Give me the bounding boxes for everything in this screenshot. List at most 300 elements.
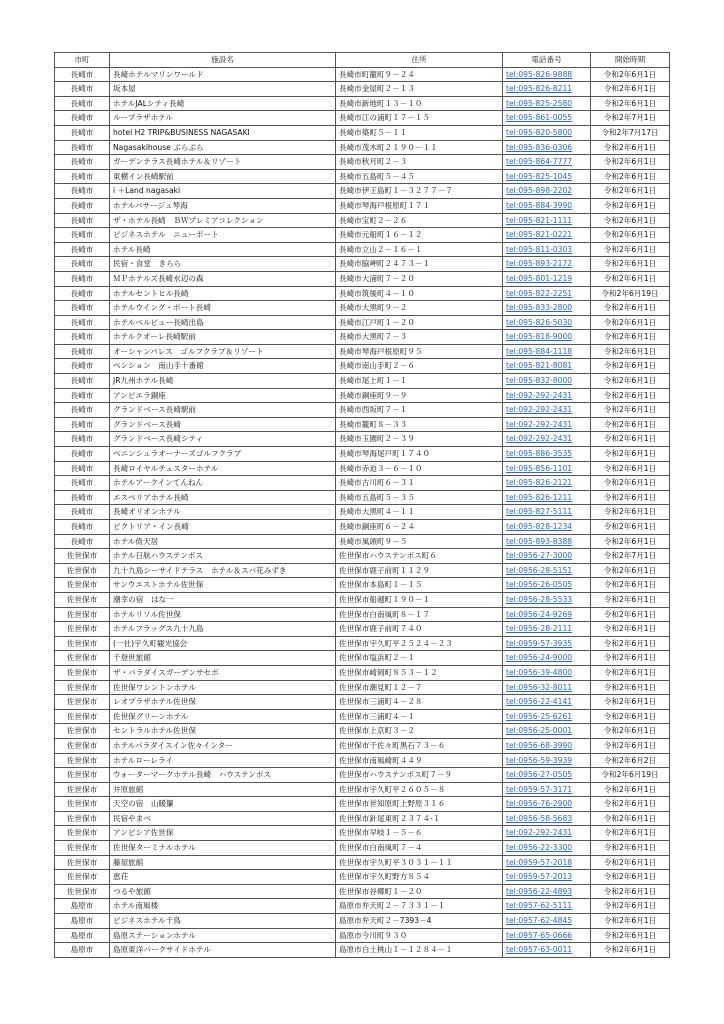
table-row [55,140,670,155]
phone-link[interactable]: tel:0957-62-4845 [506,916,573,926]
cell-start-date: 令和2年6月1日 [591,169,670,184]
cell-phone [503,82,591,97]
cell-city: 佐世保市 [55,768,110,783]
header-start-date: 開始時期 [591,53,670,68]
table-row [55,914,670,929]
cell-start-date: 令和2年6月1日 [591,315,670,330]
cell-phone [503,695,591,710]
cell-city: 長崎市 [55,169,110,184]
cell-city: 長崎市 [55,476,110,491]
phone-link[interactable]: tel:095-818-9000 [506,332,573,342]
cell-facility-name: アンビエラ銅座 [110,388,336,403]
cell-phone [503,607,591,622]
cell-phone [503,680,591,695]
cell-city: 島原市 [55,943,110,958]
cell-facility-name: ホテルクオーレ長崎駅前 [110,330,336,345]
cell-phone [503,447,591,462]
table-row [55,884,670,899]
table-row [55,286,670,301]
cell-start-date: 令和2年6月1日 [591,140,670,155]
cell-city: 佐世保市 [55,680,110,695]
header-city: 市町 [55,53,110,68]
cell-facility-name: ホテル日航ハウステンボス [110,549,336,564]
phone-link[interactable]: tel:092-292-2431 [506,828,573,838]
cell-phone [503,768,591,783]
phone-link[interactable]: tel:095-822-2251 [506,288,573,298]
table-row [55,125,670,140]
phone-link[interactable]: tel:095-828-1234 [506,522,573,531]
phone-link[interactable]: tel:095-836-0306 [506,142,573,152]
phone-link[interactable]: tel:095-821-0221 [506,230,573,240]
phone-link[interactable]: tel:095-825-1045 [506,171,573,181]
cell-address: 長崎市江戸町１－２０ [336,315,503,330]
cell-phone [503,169,591,184]
cell-start-date: 令和2年6月1日 [591,242,670,257]
table-row [55,198,670,213]
phone-link[interactable]: tel:0959-57-3171 [506,784,573,794]
cell-facility-name: 坂本屋 [110,82,336,97]
cell-address: 佐世保市宇久町野方８５４ [336,870,503,885]
table-row [55,490,670,505]
cell-facility-name: ホテルJALシティ長崎 [110,96,336,111]
cell-start-date: 令和2年6月1日 [591,417,670,432]
phone-link[interactable]: tel:095-811-0303 [506,244,573,254]
table-row [55,432,670,447]
cell-city: 長崎市 [55,520,110,535]
phone-link[interactable]: tel:0956-39-4800 [506,667,573,677]
cell-address: 長崎市赤迫３－６－１０ [336,461,503,476]
cell-facility-name: 長崎オリオンホテル [110,505,336,520]
cell-address: 佐世保市白南風町８－１７ [336,607,503,622]
cell-start-date: 令和2年6月1日 [591,870,670,885]
cell-city: 長崎市 [55,417,110,432]
cell-phone [503,140,591,155]
cell-start-date: 令和2年6月1日 [591,943,670,958]
phone-link[interactable]: tel:0956-28-5151 [506,565,573,575]
table-row [55,505,670,520]
cell-facility-name: ホテル倚天居 [110,534,336,549]
cell-address: 佐世保市本島町１－１５ [336,578,503,593]
cell-start-date: 令和2年6月1日 [591,461,670,476]
cell-phone [503,563,591,578]
cell-facility-name: ホテルベルビュー長崎出島 [110,315,336,330]
cell-address: 長崎市脇岬町２４７３－１ [336,257,503,272]
table-row [55,578,670,593]
cell-city: 佐世保市 [55,651,110,666]
cell-address: 佐世保市干佐々町黒石７３－６ [336,738,503,753]
cell-address: 佐世保市ハウステンボス町６ [336,549,503,564]
table-row [55,943,670,958]
cell-city: 長崎市 [55,67,110,82]
phone-link[interactable]: tel:0959-57-3935 [506,638,573,648]
cell-facility-name: 東横イン長崎駅前 [110,169,336,184]
cell-facility-name: エスペリアホテル長崎 [110,490,336,505]
table-row [55,403,670,418]
phone-link[interactable]: tel:095-826-5030 [506,317,573,327]
cell-start-date: 令和2年6月19日 [591,286,670,301]
cell-facility-name: 民宿やまべ [110,811,336,826]
cell-start-date: 令和2年7月17日 [591,125,670,140]
cell-city: 佐世保市 [55,578,110,593]
table-row [55,67,670,82]
phone-link[interactable]: tel:0956-32-8011 [506,682,573,692]
phone-link[interactable]: tel:092-292-2431 [506,419,573,429]
cell-address: 長崎市風頭町９－５ [336,534,503,549]
phone-link[interactable]: tel:0957-65-0666 [506,930,573,940]
table-row [55,899,670,914]
cell-facility-name: 藤屋旅館 [110,855,336,870]
cell-phone [503,417,591,432]
cell-city: 長崎市 [55,213,110,228]
cell-phone [503,359,591,374]
table-row [55,96,670,111]
cell-start-date: 令和2年6月1日 [591,782,670,797]
cell-phone [503,884,591,899]
cell-facility-name: ホテルリソル佐世保 [110,607,336,622]
cell-city: 佐世保市 [55,592,110,607]
table-row [55,155,670,170]
cell-start-date: 令和2年6月1日 [591,607,670,622]
cell-phone [503,914,591,929]
table-row [55,782,670,797]
cell-address: 島原市弁天町２－７３３１－１ [336,899,503,914]
cell-facility-name: ザ・ホテル長崎 ＢＷプレミアコレクション [110,213,336,228]
table-row [55,768,670,783]
cell-start-date: 令和2年6月1日 [591,301,670,316]
cell-city: 佐世保市 [55,826,110,841]
cell-facility-name: ビジネスホテル千鳥 [110,914,336,929]
cell-facility-name: ザ・パラダイスガーデンサセボ [110,665,336,680]
table-row [55,928,670,943]
table-row [55,242,670,257]
cell-phone [503,198,591,213]
phone-link[interactable]: tel:0957-63-0011 [506,945,573,955]
cell-city: 佐世保市 [55,884,110,899]
cell-start-date: 令和2年6月1日 [591,914,670,929]
table-row [55,271,670,286]
cell-phone [503,549,591,564]
cell-address: 長崎市五島町５－４５ [336,169,503,184]
phone-link[interactable]: tel:0956-22-3300 [506,843,573,853]
cell-facility-name: ペンション 南山手十番館 [110,359,336,374]
phone-link[interactable]: tel:095-861-0055 [506,113,573,123]
table-row [55,811,670,826]
cell-address: 佐世保市鹿子前町１１２９ [336,563,503,578]
cell-facility-name: 佐世保ワシントンホテル [110,680,336,695]
phone-link[interactable]: tel:095-821-1111 [506,215,573,225]
cell-city: 佐世保市 [55,811,110,826]
cell-city: 佐世保市 [55,841,110,856]
cell-city: 長崎市 [55,286,110,301]
cell-start-date: 令和2年6月1日 [591,680,670,695]
cell-city: 長崎市 [55,111,110,126]
cell-address: 長崎市琴海戸根原町１７１ [336,198,503,213]
cell-city: 長崎市 [55,301,110,316]
cell-city: 長崎市 [55,388,110,403]
table-row [55,111,670,126]
cell-city: 佐世保市 [55,709,110,724]
cell-start-date: 令和2年6月1日 [591,520,670,535]
phone-link[interactable]: tel:0957-62-5111 [506,901,573,911]
cell-facility-name: Nagasakihouse ぶらぶら [110,140,336,155]
cell-city: 長崎市 [55,461,110,476]
phone-link[interactable]: tel:095-832-8000 [506,376,573,386]
cell-start-date: 令和2年6月1日 [591,403,670,418]
phone-link[interactable]: tel:0956-59-3939 [506,755,573,765]
table-row [55,344,670,359]
cell-address: 佐世保市早岐１－５－６ [336,826,503,841]
facility-table [54,52,670,958]
cell-start-date: 令和2年6月1日 [591,592,670,607]
cell-address: 佐世保市三浦町４－１ [336,709,503,724]
cell-start-date: 令和2年6月1日 [591,490,670,505]
cell-city: 島原市 [55,899,110,914]
cell-city: 佐世保市 [55,549,110,564]
cell-start-date: 令和2年6月2日 [591,753,670,768]
cell-city: 長崎市 [55,96,110,111]
phone-link[interactable]: tel:0959-57-2018 [506,857,573,867]
cell-phone [503,622,591,637]
cell-start-date: 令和2年6月1日 [591,534,670,549]
cell-phone [503,125,591,140]
cell-city: 佐世保市 [55,797,110,812]
cell-facility-name: 恵荘 [110,870,336,885]
cell-city: 佐世保市 [55,782,110,797]
table-row [55,607,670,622]
phone-link[interactable]: tel:095-826-1211 [506,492,573,502]
cell-facility-name: ホテルセントヒル長崎 [110,286,336,301]
cell-address: 長崎市金屋町２－１３ [336,82,503,97]
phone-link[interactable]: tel:0956-24-9269 [506,609,573,619]
cell-city: 佐世保市 [55,607,110,622]
cell-address: 長崎市籠町８－３３ [336,417,503,432]
cell-facility-name: ビジネスホテル ニューポート [110,228,336,243]
phone-link[interactable]: tel:095-821-8081 [506,361,573,371]
phone-link[interactable]: tel:095-893-2172 [506,259,573,269]
cell-phone [503,943,591,958]
table-row [55,184,670,199]
cell-start-date: 令和2年6月1日 [591,271,670,286]
cell-address: 佐世保市南風崎町４４９ [336,753,503,768]
cell-facility-name: ホテルローレライ [110,753,336,768]
cell-phone [503,578,591,593]
table-row [55,563,670,578]
cell-start-date: 令和2年6月1日 [591,899,670,914]
cell-start-date: 令和2年6月1日 [591,96,670,111]
cell-address: 佐世保市上京町３－２ [336,724,503,739]
phone-link[interactable]: tel:095-826-8211 [506,84,573,94]
cell-city: 島原市 [55,914,110,929]
cell-address: 長崎市大黒町４－１１ [336,505,503,520]
cell-phone [503,315,591,330]
cell-phone [503,753,591,768]
phone-link[interactable]: tel:0956-26-0505 [506,580,573,590]
cell-start-date: 令和2年6月1日 [591,622,670,637]
table-row [55,797,670,812]
phone-link[interactable]: tel:095-886-3535 [506,449,573,459]
cell-city: 佐世保市 [55,753,110,768]
phone-link[interactable]: tel:095-884-3990 [506,200,573,210]
cell-facility-name: ペニンシュラオーナーズゴルフクラブ [110,447,336,462]
cell-address: 佐世保市世知原町上野原３１６ [336,797,503,812]
table-row [55,592,670,607]
phone-link[interactable]: tel:095-826-2121 [506,478,573,488]
cell-start-date: 令和2年6月1日 [591,198,670,213]
phone-link[interactable]: tel:092-292-2431 [506,390,573,400]
cell-address: 佐世保市ハウステンボス町７－９ [336,768,503,783]
phone-link[interactable]: tel:0956-68-3990 [506,740,573,750]
phone-link[interactable]: tel:092-292-2431 [506,434,573,444]
cell-address: 佐世保市谷郷町１－２０ [336,884,503,899]
cell-facility-name: ホテルパサージュ琴海 [110,198,336,213]
cell-city: 佐世保市 [55,738,110,753]
cell-start-date: 令和2年7月1日 [591,111,670,126]
cell-start-date: 令和2年6月1日 [591,228,670,243]
table-row [55,841,670,856]
cell-phone [503,461,591,476]
cell-address: 長崎市玉園町２－３９ [336,432,503,447]
cell-address: 長崎市宝町２－２６ [336,213,503,228]
phone-link[interactable]: tel:095-833-2800 [506,303,573,313]
cell-facility-name: ウォーターマークホテル長崎 ハウステンボス [110,768,336,783]
cell-city: 長崎市 [55,330,110,345]
cell-facility-name: サンウエストホテル佐世保 [110,578,336,593]
cell-facility-name: ホテルアークインてんねん [110,476,336,491]
phone-link[interactable]: tel:0956-24-9000 [506,653,573,663]
phone-link[interactable]: tel:095-826-9888 [506,69,573,79]
cell-start-date: 令和2年6月1日 [591,695,670,710]
cell-facility-name: ループラザホテル [110,111,336,126]
cell-start-date: 令和2年6月1日 [591,665,670,680]
phone-link[interactable]: tel:0959-57-2013 [506,872,573,882]
cell-address: 長崎市築町５－１１ [336,125,503,140]
cell-city: 佐世保市 [55,665,110,680]
table-row [55,753,670,768]
cell-address: 佐世保市塩浜町２－１ [336,651,503,666]
cell-facility-name: ホテルフラッグス九十九島 [110,622,336,637]
table-row [55,257,670,272]
cell-city: 長崎市 [55,344,110,359]
cell-phone [503,665,591,680]
cell-facility-name: 佐世保グリーンホテル [110,709,336,724]
cell-phone [503,636,591,651]
cell-start-date: 令和2年6月1日 [591,82,670,97]
cell-facility-name: 井原旅館 [110,782,336,797]
phone-link[interactable]: tel:0956-27-3000 [506,551,573,561]
phone-link[interactable]: tel:0956-58-5683 [506,813,573,823]
cell-phone [503,271,591,286]
phone-link[interactable]: tel:095-801-1219 [506,273,573,283]
phone-link[interactable]: tel:095-827-5111 [506,507,573,517]
phone-link[interactable]: tel:095-856-1101 [506,463,573,473]
table-row [55,651,670,666]
cell-start-date: 令和2年6月19日 [591,768,670,783]
table-row [55,461,670,476]
cell-address: 佐世保市鹿子前町７４０ [336,622,503,637]
table-row [55,388,670,403]
cell-phone [503,855,591,870]
cell-phone [503,738,591,753]
phone-link[interactable]: tel:095-893-8388 [506,536,573,546]
table-row [55,315,670,330]
phone-link[interactable]: tel:095-884-1118 [506,346,573,356]
phone-link[interactable]: tel:0956-28-2111 [506,624,573,634]
cell-facility-name: 民宿・食堂 きらら [110,257,336,272]
cell-start-date: 令和2年6月1日 [591,928,670,943]
phone-link[interactable]: tel:0956-76-2900 [506,799,573,809]
phone-link[interactable]: tel:095-898-2202 [506,186,573,196]
header-address: 住所 [336,53,503,68]
table-row [55,855,670,870]
phone-link[interactable]: tel:0956-27-0505 [506,770,573,780]
cell-city: 佐世保市 [55,636,110,651]
cell-phone [503,870,591,885]
cell-phone [503,826,591,841]
cell-start-date: 令和2年6月1日 [591,651,670,666]
phone-link[interactable]: tel:0956-22-4141 [506,697,573,707]
table-row [55,520,670,535]
cell-address: 佐世保市潮見町１２－７ [336,680,503,695]
cell-facility-name: 千登世旅館 [110,651,336,666]
phone-link[interactable]: tel:0956-28-5533 [506,594,573,604]
cell-phone [503,301,591,316]
cell-start-date: 令和2年6月1日 [591,257,670,272]
cell-facility-name: JR九州ホテル長崎 [110,374,336,389]
facility-list-sheet [54,52,669,958]
phone-link[interactable]: tel:095-864-7777 [506,157,573,167]
table-row [55,738,670,753]
cell-phone [503,286,591,301]
cell-address: 佐世保市白南風町７－４ [336,841,503,856]
cell-address: 長崎市立山２－１６－１ [336,242,503,257]
phone-link[interactable]: tel:0956-25-6261 [506,711,573,721]
cell-city: 長崎市 [55,242,110,257]
cell-start-date: 令和2年6月1日 [591,344,670,359]
cell-phone [503,811,591,826]
cell-phone [503,96,591,111]
cell-address: 長崎市西坂町７－１ [336,403,503,418]
cell-address: 長崎市琴海戸根原町９５ [336,344,503,359]
cell-start-date: 令和2年6月1日 [591,155,670,170]
cell-phone [503,432,591,447]
phone-link[interactable]: tel:0956-25-0001 [506,726,573,736]
cell-phone [503,388,591,403]
table-row [55,680,670,695]
cell-city: 長崎市 [55,490,110,505]
phone-link[interactable]: tel:092-292-2431 [506,405,573,415]
cell-start-date: 令和2年6月1日 [591,797,670,812]
cell-facility-name: ガーデンテラス長崎ホテル＆リゾート [110,155,336,170]
cell-phone [503,534,591,549]
phone-link[interactable]: tel:095-820-5800 [506,127,573,137]
cell-phone [503,344,591,359]
cell-phone [503,651,591,666]
cell-start-date: 令和2年6月1日 [591,884,670,899]
cell-city: 長崎市 [55,505,110,520]
cell-city: 長崎市 [55,432,110,447]
table-row [55,695,670,710]
cell-phone [503,709,591,724]
cell-facility-name: hotel H2 TRIP&BUSINESS NAGASAKI [110,125,336,140]
cell-phone [503,797,591,812]
cell-start-date: 令和2年6月1日 [591,811,670,826]
cell-phone [503,184,591,199]
table-row [55,169,670,184]
cell-start-date: 令和2年6月1日 [591,563,670,578]
cell-address: 長崎市筑後町４－１０ [336,286,503,301]
phone-link[interactable]: tel:095-825-2580 [506,98,573,108]
phone-link[interactable]: tel:0956-22-4893 [506,886,573,896]
